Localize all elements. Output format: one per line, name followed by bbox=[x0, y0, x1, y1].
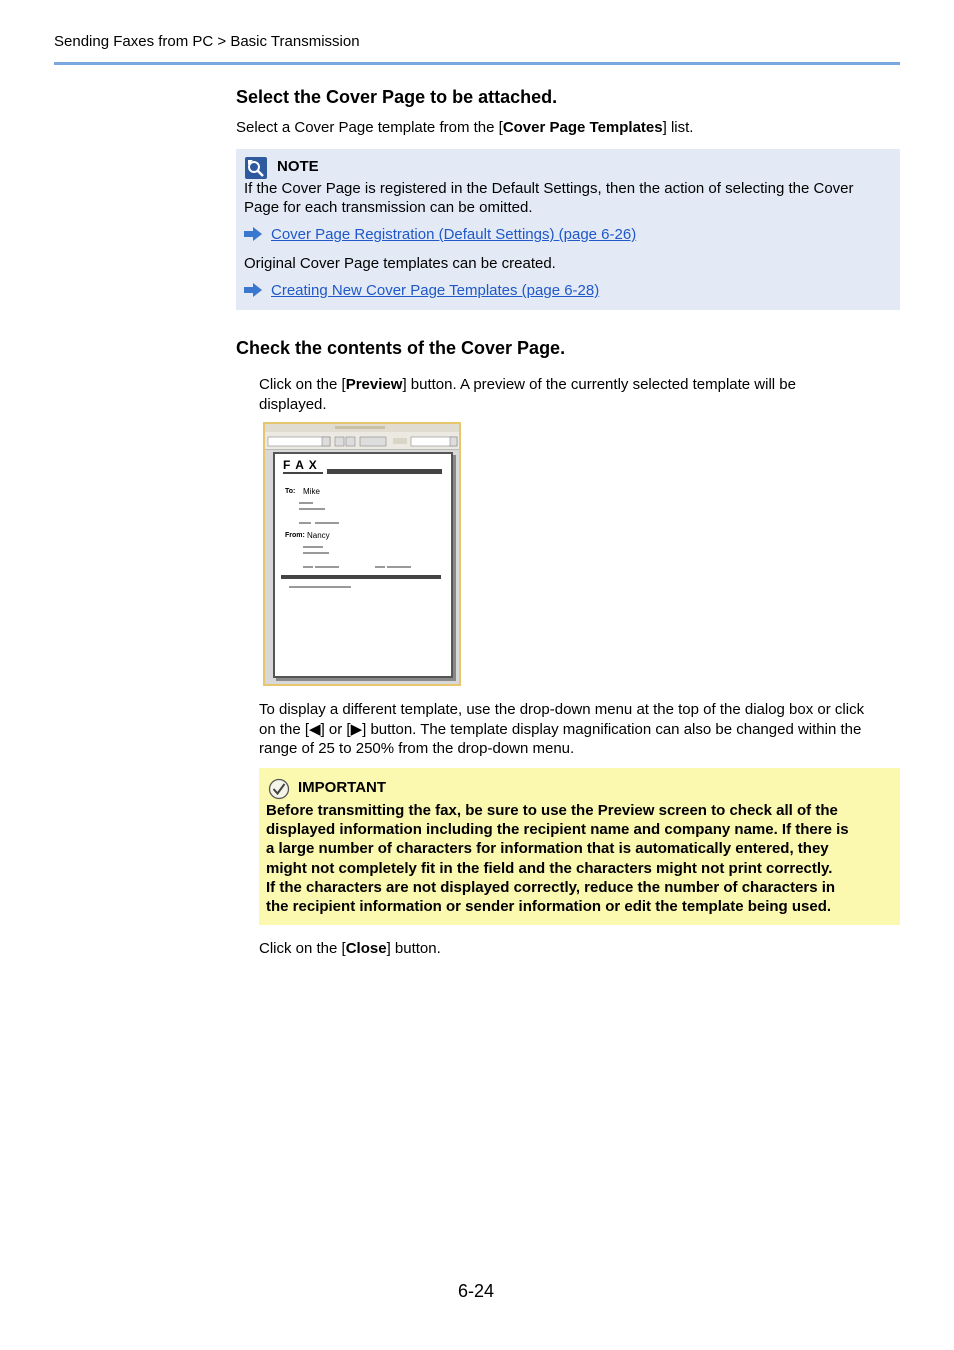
step2-p1-before: Click on the [ bbox=[259, 376, 346, 393]
fax-title: F A X bbox=[283, 458, 318, 472]
important-line: displayed information including the recipient name and company name. If there is bbox=[266, 821, 849, 839]
cover-page-preview-image bbox=[263, 422, 461, 686]
step1-text-before: Select a Cover Page template from the [ bbox=[236, 119, 503, 136]
important-line: the recipient information or sender information or edit the template being used. bbox=[266, 898, 832, 916]
step2-paragraph-2 bbox=[259, 700, 864, 759]
note-line-1: If the Cover Page is registered in the Default Settings, then the action of selecting the Cover bbox=[244, 180, 854, 197]
header-divider bbox=[54, 62, 900, 65]
note-title: NOTE bbox=[277, 158, 319, 175]
page-number: 6-24 bbox=[458, 1281, 495, 1301]
step1-text bbox=[236, 118, 693, 138]
note-link-row-2 bbox=[244, 281, 599, 300]
step2-p1-after: ] button. A preview of the currently selected template will be bbox=[402, 376, 796, 393]
important-line: If the characters are not displayed correctly, reduce the number of characters in bbox=[266, 878, 836, 896]
fax-to-label: To: bbox=[285, 488, 296, 495]
step2-p1-bold: Preview bbox=[345, 376, 403, 393]
important-line: a large number of characters for information that is automatically entered, they bbox=[266, 840, 829, 858]
step2-heading: Check the contents of the Cover Page. bbox=[236, 338, 566, 358]
important-box bbox=[259, 768, 900, 925]
note-line-3: Original Cover Page templates can be created. bbox=[244, 255, 556, 272]
step1-text-after: ] list. bbox=[662, 119, 694, 136]
note-link-row-1 bbox=[244, 225, 636, 244]
step2-paragraph-1 bbox=[259, 375, 796, 414]
arrow-right-icon bbox=[244, 283, 262, 297]
arrow-right-icon bbox=[244, 227, 262, 241]
breadcrumb: Sending Faxes from PC > Basic Transmission bbox=[54, 33, 360, 50]
step1-heading: Select the Cover Page to be attached. bbox=[236, 87, 558, 107]
fax-from-name: Nancy bbox=[307, 531, 330, 540]
step2-p1-line2: displayed. bbox=[259, 395, 327, 413]
link-cover-page-registration[interactable]: Cover Page Registration (Default Settings) (page 6-26) bbox=[271, 226, 637, 243]
step2-p3-bold: Close bbox=[345, 940, 387, 957]
preview-toolbar bbox=[265, 424, 459, 450]
step2-p3-before: Click on the [ bbox=[259, 940, 346, 957]
step2-p2-line3: range of 25 to 250% from the drop-down menu. bbox=[259, 740, 575, 757]
important-title: IMPORTANT bbox=[298, 779, 387, 796]
step1-text-bold: Cover Page Templates bbox=[502, 119, 663, 136]
link-creating-new-templates[interactable]: Creating New Cover Page Templates (page 6-28) bbox=[271, 282, 600, 299]
step2-p3-after: ] button. bbox=[386, 940, 441, 957]
checkmark-circle-icon bbox=[268, 778, 290, 800]
step2-p2-line1: To display a different template, use the drop-down menu at the top of the dialog box or click bbox=[259, 701, 865, 718]
fax-to-name: Mike bbox=[303, 487, 320, 496]
fax-cover-page bbox=[273, 452, 453, 678]
note-line-2: Page for each transmission can be omitted. bbox=[244, 199, 533, 216]
step2-paragraph-3 bbox=[259, 939, 441, 959]
important-body bbox=[266, 801, 896, 916]
fax-from-label: From: bbox=[285, 532, 305, 539]
important-line: might not completely fit in the field and the characters might not print correctly. bbox=[266, 859, 833, 877]
step2-p2-line2: on the [◀] or [▶] button. The template display magnification can also be changed within the bbox=[259, 720, 862, 738]
important-line: Before transmitting the fax, be sure to use the Preview screen to check all of the bbox=[266, 802, 838, 819]
note-icon bbox=[245, 157, 267, 179]
note-box bbox=[236, 149, 900, 310]
